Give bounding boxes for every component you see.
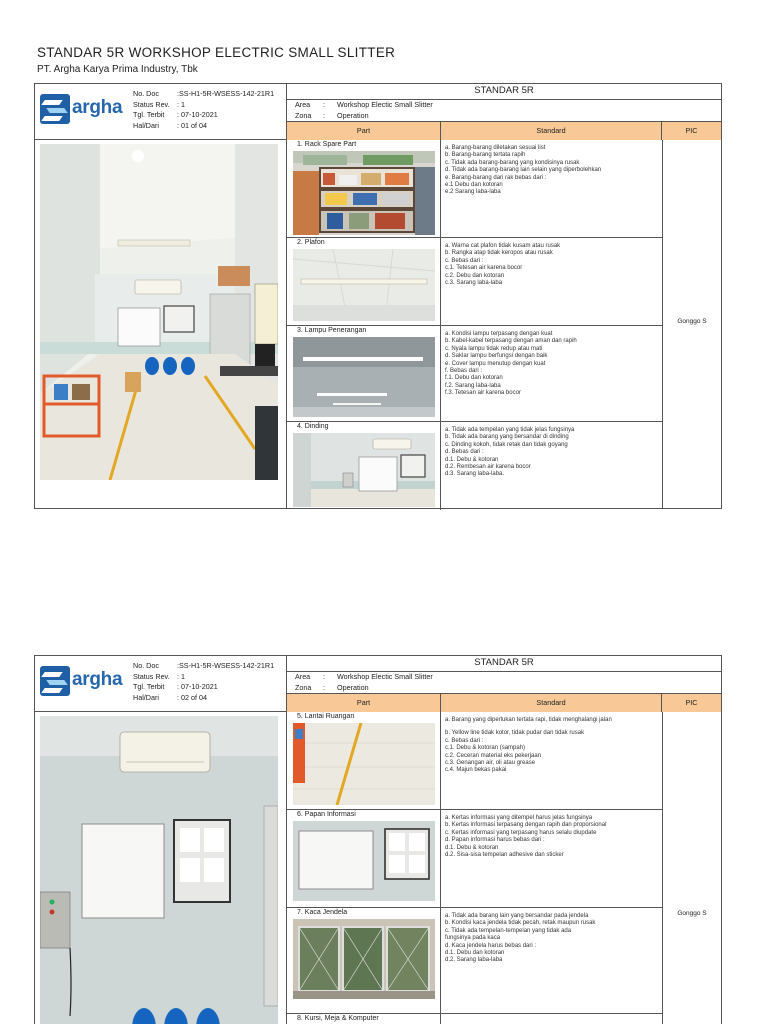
standar-title: STANDAR 5R [287,84,721,100]
document-meta [133,661,287,703]
part-label: 7. Kaca Jendela [297,909,348,916]
standard-item: d. Papan informasi harus bebas dari : [445,837,545,844]
standard-item: c. Nyala lampu tidak redup atau mati [445,345,543,352]
standard-item: b. Kertas informasi terpasang dengan rapih dan proporsional [445,822,607,829]
standard-row [287,908,662,1014]
standard-item: c. Tidak ada barang-barang yang kondisinya rusak [445,159,580,166]
standard-item: b. Barang-barang tertata rapih [445,152,526,159]
standard-item: a. Tidak ada barang lain yang bersandar pada jendela [445,913,589,919]
standard-row [287,810,662,908]
standard-item: d.3. Sarang laba-laba. [445,471,505,478]
meta-value-date: : 07-10-2021 [177,110,218,119]
workshop-room-photo [40,144,278,480]
area-value: Workshop Electic Small Slitter [337,100,433,109]
overview-photo-cell [35,712,287,1024]
standard-item: b. Tidak ada barang yang bersandar di dinding [445,434,569,441]
meta-label-page: Hal/Dari [133,692,159,702]
sheet-header-left [35,84,287,140]
workshop-wall-photo [40,716,278,1024]
standard-item: b. Rangka atap tidak keropos atau rusak [445,250,553,257]
standard-item: e.1 Debu dan kotoran [445,182,503,189]
standard-item: e. Barang-barang dari rak bebas dari : [445,174,547,181]
part-label: 5. Lantai Ruangan [297,713,355,720]
argha-logo-text: argha [72,669,123,690]
argha-logo [40,94,124,128]
meta-label-page: Hal/Dari [133,120,159,130]
standard-row [287,422,662,510]
standard-cell [441,422,662,510]
standard-row [287,238,662,326]
meta-value-page: : 01 of 04 [177,120,207,130]
standard-item: c.1. Debu & kotoran (sampah) [445,745,526,752]
meta-label-date: Tgl. Terbit [133,110,165,119]
part-cell [287,810,441,907]
standard-item: d. Bebas dari : [445,449,484,456]
area-zona-block: Area : Workshop Electic Small Slitter Zona : Operation [287,672,721,694]
part-cell [287,238,441,325]
kaca-jendela-photo [293,919,435,999]
area-value: Workshop Electic Small Slitter [337,672,433,681]
standard-item: c. Bebas dari : [445,737,484,744]
pic-cell [662,712,721,1024]
part-label: 3. Lampu Penerangan [297,327,367,334]
standard-item: c.1. Tetesan air karena bocor [445,265,523,272]
column-header-pic: PIC [685,698,698,707]
standard-sheet-page-2 [34,655,722,1024]
standard-item: d.2. Sarang laba-laba [445,957,503,964]
standard-cell [441,810,662,907]
standard-item: c.2. Ceceran material eks pekerjaan [445,752,542,759]
standard-item: c.3. Genangan air, oli atau grease [445,760,536,767]
zona-label: Zona [295,110,312,120]
lantai-ruangan-photo [293,723,435,805]
standard-item: e.2 Sarang laba-laba [445,189,501,196]
standard-item: a. Barang-barang diletakan sesuai list [445,145,546,151]
standard-item: d. Tidak ada barang-barang lain selain yang diperbolehkan [445,167,602,174]
standard-row [287,712,662,810]
argha-logo-text: argha [72,97,123,118]
standard-item: f. Bebas dari : [445,368,483,375]
meta-label-doc: No. Doc [133,661,159,670]
part-cell [287,422,441,510]
standard-item: c.3. Sarang laba-laba [445,280,503,287]
standard-item: d. Saklar lampu berfungsi dengan baik [445,353,548,360]
part-cell [287,140,441,237]
standard-item: f.2. Sarang laba-laba [445,382,501,389]
rack-spare-part-photo [293,151,435,235]
plafon-photo [293,249,435,321]
part-label: 8. Kursi, Meja & Komputer [297,1015,379,1022]
argha-logo-icon [40,666,70,696]
sheet-header-left [35,656,287,712]
meta-value-doc: :SS-H1-5R-WSESS-142-21R1 [177,89,275,98]
meta-value-date: : 07-10-2021 [177,682,218,691]
meta-value-rev: : 1 [177,99,185,109]
area-zona-block: Area : Workshop Electic Small Slitter Zona : Operation [287,100,721,122]
meta-value-page: : 02 of 04 [177,692,207,702]
standard-row [287,140,662,238]
standard-item: a. Barang yang diperlukan tertata rapi, tidak menghalangi jalan [445,717,612,723]
part-cell [287,712,441,809]
standard-item: b. Yellow line tidak kotor, tidak pudar dan tidak rusak [445,730,585,737]
standard-rows [287,140,662,508]
standard-item: b. Kabel-kabel terpasang dengan aman dan rapih [445,338,577,345]
column-header-part: Part [287,122,441,140]
argha-logo [40,666,124,700]
pic-cell [662,140,721,508]
standard-item: b. Kondisi kaca jendela tidak pecah, retak maupun rusak [445,920,596,927]
company-name: PT. Argha Karya Prima Industry, Tbk [37,64,198,75]
standard-item: d.1. Debu & kotoran [445,844,499,851]
standard-cell [441,140,662,237]
standard-item: c. Tidak ada tempelan-tempelan yang tidak ada [445,927,572,934]
meta-label-doc: No. Doc [133,89,159,98]
zona-label: Zona [295,682,312,692]
standard-item: c. Dinding kokoh, tidak retak dan tidak goyang [445,441,568,448]
meta-value-doc: :SS-H1-5R-WSESS-142-21R1 [177,661,275,670]
standard-item: a. Tidak ada tempelan yang tidak jelas fungsinya [445,427,575,433]
lampu-penerangan-photo [293,337,435,417]
standard-cell [441,712,662,809]
meta-label-rev: Status Rev. [133,671,170,681]
standard-rows [287,712,662,1024]
column-header-standard: Standard [441,694,662,712]
document-meta [133,89,287,131]
meta-value-rev: : 1 [177,671,185,681]
column-header-pic: PIC [685,126,698,135]
part-cell [287,326,441,421]
standard-cell [441,1014,662,1024]
part-cell [287,1014,441,1024]
standard-item: fungsinya pada kaca [445,935,501,942]
area-label: Area [295,100,311,109]
column-header-part: Part [287,694,441,712]
standard-item: a. Kondisi lampu terpasang dengan kuat [445,331,553,337]
pic-name: Gonggo S [677,910,707,917]
argha-logo-icon [40,94,70,124]
standard-item: d.2. Rembesan air karena bocor [445,464,531,471]
standard-item: c.2. Debu dan kotoran [445,272,505,279]
standard-item: c. Bebas dari : [445,257,484,264]
column-header-standard: Standard [441,122,662,140]
standard-item: a. Kertas informasi yang ditempel harus jelas fungsinya [445,815,593,821]
standard-row [287,326,662,422]
part-cell [287,908,441,1013]
standard-item: c.4. Majun bekas pakai [445,767,507,774]
standar-title: STANDAR 5R [287,656,721,672]
column-headers [287,694,721,712]
standard-row [287,1014,662,1024]
sheet-header-right [287,656,721,712]
standard-item: d. Kaca jendela harus bebas dari : [445,942,537,949]
standard-item: f.1. Debu dan kotoran [445,375,503,382]
part-label: 4. Dinding [297,423,329,430]
standard-cell [441,908,662,1013]
standard-item: f.3. Tetesan air karena bocor [445,390,521,397]
overview-photo-cell [35,140,287,508]
standard-item: d.1. Debu dan kotoran [445,950,505,957]
dinding-photo [293,433,435,507]
area-label: Area [295,672,311,681]
meta-label-date: Tgl. Terbit [133,682,165,691]
part-label: 1. Rack Spare Part [297,141,357,148]
standard-cell [441,326,662,421]
standard-item: c. Kertas informasi yang terpasang harus selalu diupdate [445,829,597,836]
standard-item: a. Warna cat plafon tidak kusam atau rusak [445,243,561,249]
zona-value: Operation [337,682,369,692]
standard-item: e. Cover lampu menutup dengan kuat [445,360,546,367]
sheet-header-right [287,84,721,140]
zona-value: Operation [337,110,369,120]
part-label: 2. Plafon [297,239,325,246]
column-headers [287,122,721,140]
standard-item: d.1. Debu & kotoran [445,456,499,463]
standard-cell [441,238,662,325]
standard-sheet-page-1 [34,83,722,509]
document-title: STANDAR 5R WORKSHOP ELECTRIC SMALL SLITTER [37,45,396,60]
standard-item: d.2. Sisa-sisa tempelan adhesive dan sticker [445,852,564,859]
pic-name: Gonggo S [677,318,707,325]
part-label: 6. Papan Informasi [297,811,356,818]
meta-label-rev: Status Rev. [133,99,170,109]
papan-informasi-photo [293,821,435,901]
